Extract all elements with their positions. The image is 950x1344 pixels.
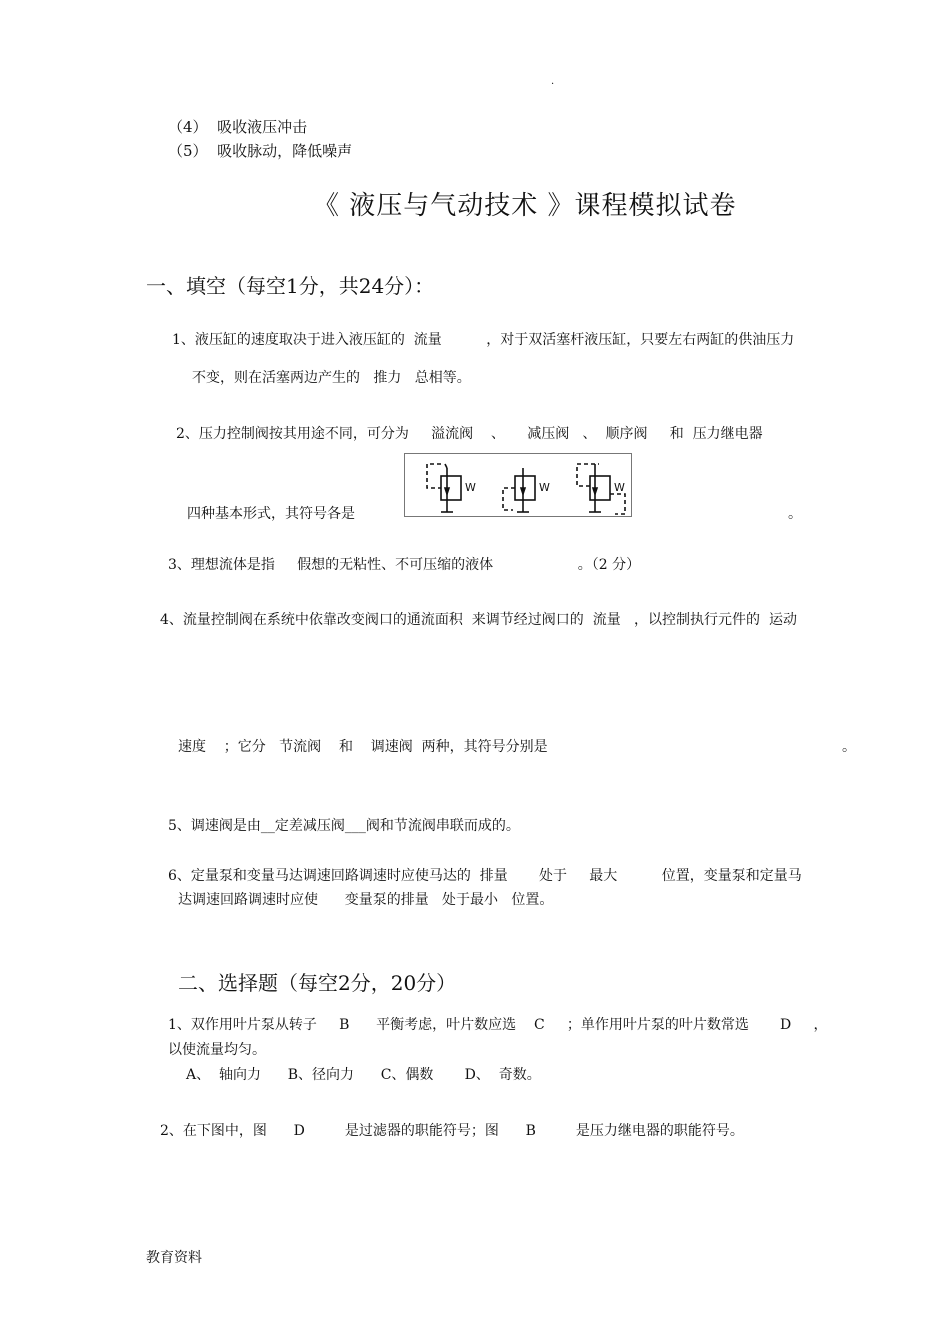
fill-q2-line1: 2、压力控制阀按其用途不同，可分为 溢流阀 、 减压阀 、 顺序阀 和 压力继电器 <box>176 426 763 442</box>
fill-q2-end: 。 <box>788 506 802 522</box>
choice-q1-line1: 1、双作用叶片泵从转子 B 平衡考虑，叶片数应选 C ；单作用叶片泵的叶片数常选 D ， <box>168 1017 828 1033</box>
section-2-heading: 二、选择题（每空2分，20分） <box>178 971 457 995</box>
valve-symbol-drawing <box>405 454 631 516</box>
spring-label: W <box>614 481 625 494</box>
fill-q6-line2: 达调速回路调速时应使 变量泵的排量 处于最小 位置。 <box>178 892 554 908</box>
fill-q3: 3、理想流体是指 假想的无粘性、不可压缩的液体 。（2 分） <box>168 557 641 573</box>
relief-valve-symbol <box>427 464 461 512</box>
fill-q4-end: 。 <box>842 739 856 755</box>
pressure-valve-symbols-figure <box>404 453 632 517</box>
fill-q4-line2: 速度 ；它分 节流阀 和 调速阀 两种，其符号分别是 <box>178 739 548 755</box>
fill-q1-line2: 不变，则在活塞两边产生的 推力 总相等。 <box>192 370 471 386</box>
choice-q2: 2、在下图中，图 D 是过滤器的职能符号；图 B 是压力继电器的职能符号。 <box>160 1123 744 1139</box>
previous-item-5: （5） 吸收脉动，降低噪声 <box>168 142 353 160</box>
spring-label: W <box>465 481 476 494</box>
fill-q1-line1: 1、液压缸的速度取决于进入液压缸的 流量 ，对于双活塞杆液压缸，只要左右两缸的供油压力 <box>172 332 795 348</box>
fill-q2-line2: 四种基本形式，其符号各是 <box>187 506 355 522</box>
reducing-valve-symbol <box>503 468 535 512</box>
choice-q1-options: A、 轴向力 B、径向力 C、偶数 D、 奇数。 <box>186 1067 541 1083</box>
page-title: 《 液压与气动技术 》课程模拟试卷 <box>313 191 737 221</box>
previous-item-4: （4） 吸收液压冲击 <box>168 118 308 136</box>
fill-q4-line1: 4、流量控制阀在系统中依靠改变阀口的通流面积 来调节经过阀口的 流量 ，以控制执行元件的 运动 <box>160 612 797 628</box>
page-footer: 教育资料 <box>146 1250 202 1266</box>
header-dot: . <box>551 76 555 87</box>
fill-q6-line1: 6、定量泵和变量马达调速回路调速时应使马达的 排量 处于 最大 位置，变量泵和定量马 <box>168 868 802 884</box>
spring-label: W <box>539 481 550 494</box>
section-1-heading: 一、填空（每空1分，共24分）： <box>146 274 435 298</box>
fill-q5: 5、调速阀是由__定差减压阀___阀和节流阀串联而成的。 <box>168 818 520 834</box>
choice-q1-line2: 以使流量均匀。 <box>168 1042 266 1058</box>
